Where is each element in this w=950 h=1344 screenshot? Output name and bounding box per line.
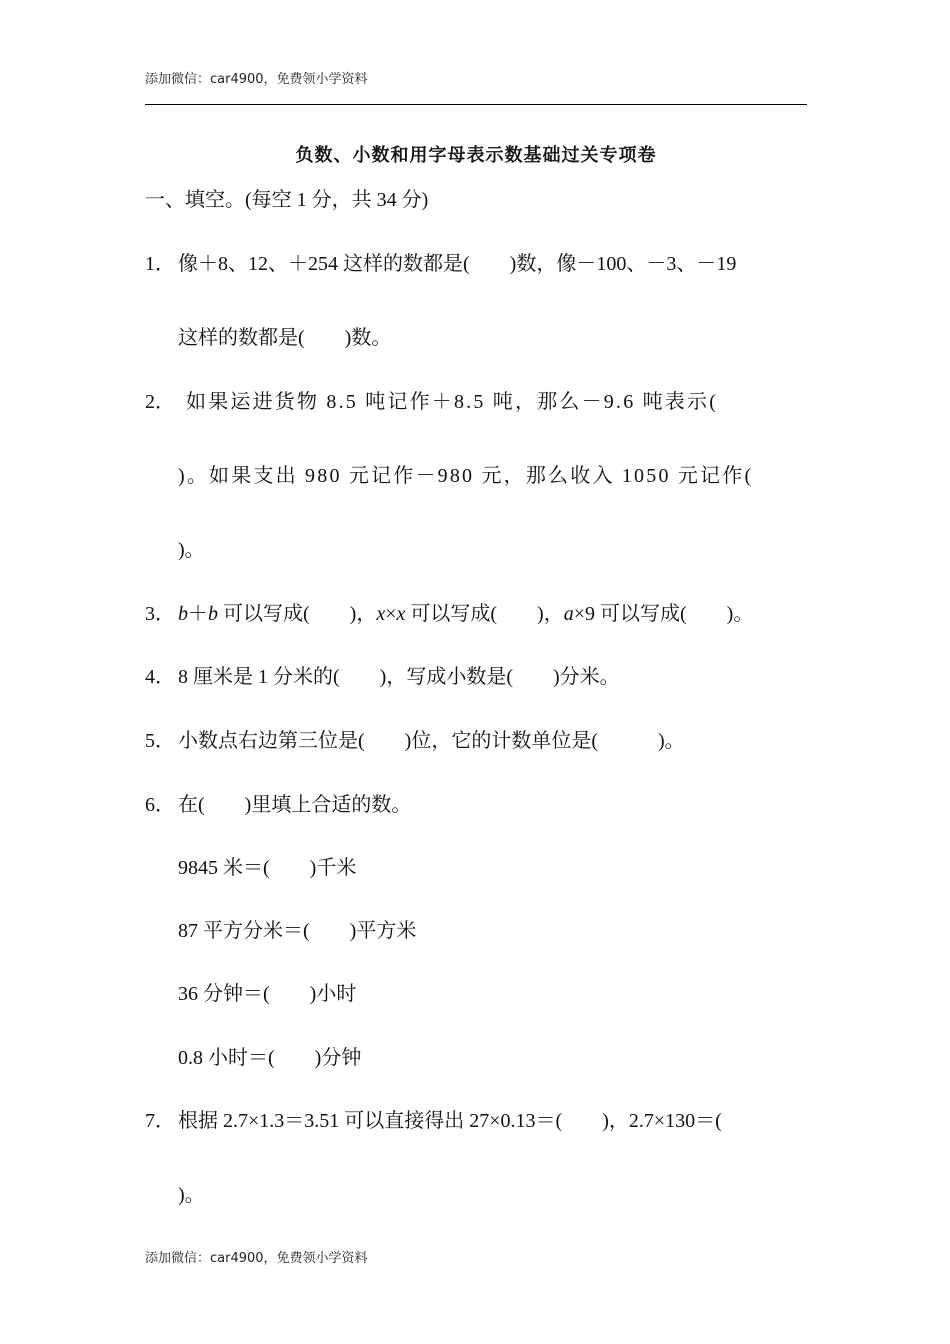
question-1-number: 1． (145, 253, 175, 275)
variable-a: a (563, 603, 574, 625)
question-6-item: 9845 米＝( )千米 (178, 857, 357, 879)
variable-b: b (208, 603, 218, 625)
question-5-number: 5． (145, 730, 175, 752)
question-6-item: 87 平方分米＝( )平方米 (178, 920, 417, 942)
question-6-number: 6． (145, 794, 175, 816)
question-2-number: 2． (145, 391, 175, 413)
question-1-line-1: 像＋8、12、＋254 这样的数都是( )数，像－100、－3、－19 (178, 253, 737, 275)
question-6-item: 36 分钟＝( )小时 (178, 983, 357, 1005)
question-3-number: 3． (145, 603, 175, 625)
question-2-line-2: )。如果支出 980 元记作－980 元，那么收入 1050 元记作( (178, 465, 754, 487)
header-divider (145, 104, 807, 105)
question-7-number: 7． (145, 1110, 175, 1132)
question-4-text: 8 厘米是 1 分米的( )，写成小数是( )分米。 (178, 666, 620, 688)
question-2-line-3: )。 (178, 539, 205, 561)
question-7-line-1: 根据 2.7×1.3＝3.51 可以直接得出 27×0.13＝( )，2.7×130＝( (178, 1110, 722, 1132)
section-heading: 一、填空。(每空 1 分，共 34 分) (145, 189, 429, 211)
question-3-segment-1: 可以写成( )， (218, 603, 377, 625)
question-3-text (178, 601, 753, 627)
variable-b: b (178, 603, 188, 625)
question-2-line-1: 如果运进货物 8.5 吨记作＋8.5 吨，那么－9.6 吨表示( (186, 391, 719, 413)
question-1-line-2: 这样的数都是( )数。 (178, 327, 392, 349)
question-3-segment-2: 可以写成( )， (405, 603, 564, 625)
question-5-text: 小数点右边第三位是( )位，它的计数单位是( )。 (178, 730, 685, 752)
times-sign: × (385, 603, 397, 625)
footer-note: 添加微信：car4900，免费领小学资料 (145, 1251, 368, 1266)
question-6-text: 在( )里填上合适的数。 (178, 794, 412, 816)
variable-x: x (376, 603, 386, 625)
plus-sign: ＋ (188, 603, 208, 625)
question-6-item: 0.8 小时＝( )分钟 (178, 1047, 362, 1069)
header-note: 添加微信：car4900，免费领小学资料 (145, 72, 368, 87)
variable-x: x (396, 603, 406, 625)
page-title: 负数、小数和用字母表示数基础过关专项卷 (295, 145, 657, 166)
question-3-segment-3: ×9 可以写成( )。 (573, 603, 754, 625)
question-4-number: 4． (145, 666, 175, 688)
question-7-line-2: )。 (178, 1184, 205, 1206)
